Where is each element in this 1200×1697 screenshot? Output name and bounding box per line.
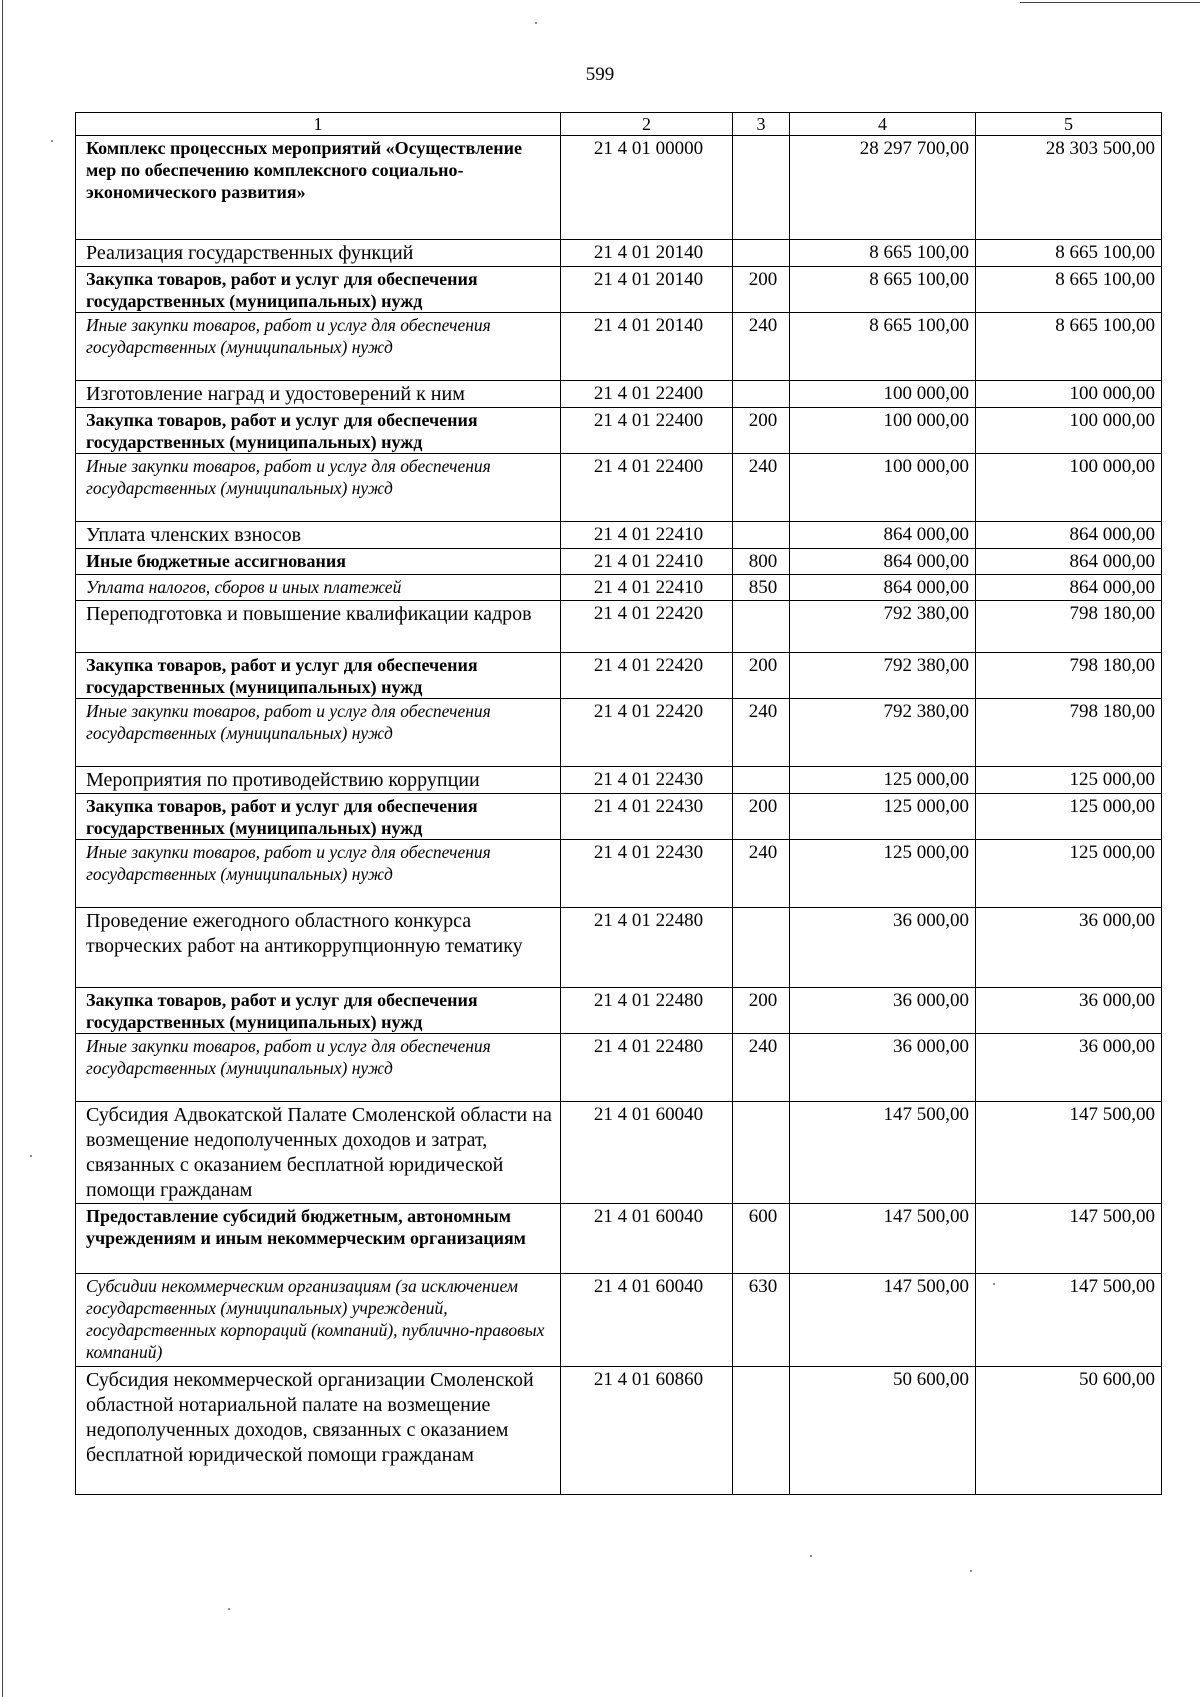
sum-2024-cell: 864 000,00 [790,575,976,601]
sum-2025-cell: 100 000,00 [976,408,1162,454]
sum-2025-cell: 125 000,00 [976,767,1162,794]
code-cell: 21 4 01 22480 [561,908,733,988]
sum-2025-cell: 798 180,00 [976,699,1162,767]
table-row [76,575,1162,601]
sum-2024-cell: 125 000,00 [790,840,976,908]
sum-2025-cell: 147 500,00 [976,1204,1162,1274]
table-row [76,549,1162,575]
code-cell: 21 4 01 22400 [561,408,733,454]
code-cell: 21 4 01 00000 [561,136,733,240]
sum-2024-cell: 36 000,00 [790,908,976,988]
column-number: 4 [790,113,976,136]
sum-2025-cell: 125 000,00 [976,794,1162,840]
scan-edge-left [2,0,3,1697]
table-row [76,1204,1162,1274]
sum-2025-cell: 798 180,00 [976,653,1162,699]
name-cell: Реализация государственных функций [76,240,561,267]
vr-cell: 200 [733,988,790,1034]
name-cell: Иные бюджетные ассигнования [76,549,561,575]
scan-speck [810,1555,812,1557]
budget-table-body [76,113,1162,1495]
table-row [76,408,1162,454]
sum-2024-cell: 36 000,00 [790,988,976,1034]
code-cell: 21 4 01 22480 [561,1034,733,1102]
sum-2025-cell: 50 600,00 [976,1367,1162,1495]
name-cell: Закупка товаров, работ и услуг для обеспечения государственных (муниципальных) нужд [76,267,561,313]
sum-2025-cell: 36 000,00 [976,908,1162,988]
table-row [76,522,1162,549]
code-cell: 21 4 01 22420 [561,601,733,653]
vr-cell: 630 [733,1274,790,1367]
code-cell: 21 4 01 22430 [561,794,733,840]
column-number: 1 [76,113,561,136]
sum-2024-cell: 100 000,00 [790,381,976,408]
sum-2024-cell: 36 000,00 [790,1034,976,1102]
name-cell: Иные закупки товаров, работ и услуг для обеспечения государственных (муниципальных) нужд [76,454,561,522]
vr-cell [733,1102,790,1204]
sum-2025-cell: 864 000,00 [976,522,1162,549]
scan-speck [30,1155,32,1157]
code-cell: 21 4 01 22430 [561,840,733,908]
vr-cell: 240 [733,699,790,767]
table-row [76,767,1162,794]
sum-2025-cell: 798 180,00 [976,601,1162,653]
vr-cell: 600 [733,1204,790,1274]
code-cell: 21 4 01 60040 [561,1204,733,1274]
table-row [76,794,1162,840]
code-cell: 21 4 01 22430 [561,767,733,794]
sum-2024-cell: 8 665 100,00 [790,267,976,313]
sum-2024-cell: 100 000,00 [790,408,976,454]
vr-cell: 200 [733,267,790,313]
code-cell: 21 4 01 22480 [561,988,733,1034]
page-number: 599 [585,64,615,85]
code-cell: 21 4 01 22400 [561,454,733,522]
name-cell: Переподготовка и повышение квалификации кадров [76,601,561,653]
table-row [76,988,1162,1034]
sum-2024-cell: 28 297 700,00 [790,136,976,240]
sum-2025-cell: 147 500,00 [976,1274,1162,1367]
column-number-row [76,113,1162,136]
column-number: 5 [976,113,1162,136]
code-cell: 21 4 01 22410 [561,575,733,601]
table-row [76,1367,1162,1495]
vr-cell [733,381,790,408]
table-row [76,381,1162,408]
table-row [76,454,1162,522]
sum-2025-cell: 36 000,00 [976,988,1162,1034]
sum-2024-cell: 8 665 100,00 [790,240,976,267]
vr-cell [733,1367,790,1495]
scan-speck [535,22,537,24]
table-row [76,1034,1162,1102]
code-cell: 21 4 01 22410 [561,549,733,575]
sum-2025-cell: 147 500,00 [976,1102,1162,1204]
name-cell: Иные закупки товаров, работ и услуг для обеспечения государственных (муниципальных) нужд [76,1034,561,1102]
code-cell: 21 4 01 20140 [561,313,733,381]
vr-cell [733,240,790,267]
sum-2024-cell: 8 665 100,00 [790,313,976,381]
table-row [76,136,1162,240]
name-cell: Закупка товаров, работ и услуг для обеспечения государственных (муниципальных) нужд [76,794,561,840]
sum-2025-cell: 36 000,00 [976,1034,1162,1102]
sum-2024-cell: 147 500,00 [790,1204,976,1274]
code-cell: 21 4 01 22420 [561,699,733,767]
scan-edge-top [1020,2,1200,3]
table-row [76,601,1162,653]
name-cell: Закупка товаров, работ и услуг для обеспечения государственных (муниципальных) нужд [76,988,561,1034]
sum-2024-cell: 125 000,00 [790,767,976,794]
scan-speck [51,140,53,142]
table-row [76,908,1162,988]
scan-speck [970,1570,972,1572]
name-cell: Изготовление наград и удостоверений к ним [76,381,561,408]
scan-speck [993,1283,995,1285]
table-row [76,1274,1162,1367]
sum-2025-cell: 864 000,00 [976,549,1162,575]
name-cell: Предоставление субсидий бюджетным, автономным учреждениям и иным некоммерческим организациям [76,1204,561,1274]
sum-2025-cell: 125 000,00 [976,840,1162,908]
scan-speck [228,1608,230,1610]
vr-cell: 240 [733,454,790,522]
vr-cell: 240 [733,1034,790,1102]
code-cell: 21 4 01 22420 [561,653,733,699]
vr-cell: 200 [733,653,790,699]
name-cell: Иные закупки товаров, работ и услуг для обеспечения государственных (муниципальных) нужд [76,313,561,381]
sum-2024-cell: 100 000,00 [790,454,976,522]
budget-table [75,112,1162,1495]
sum-2024-cell: 864 000,00 [790,522,976,549]
sum-2025-cell: 100 000,00 [976,381,1162,408]
sum-2025-cell: 8 665 100,00 [976,267,1162,313]
vr-cell: 800 [733,549,790,575]
code-cell: 21 4 01 60040 [561,1102,733,1204]
table-row [76,313,1162,381]
name-cell: Уплата налогов, сборов и иных платежей [76,575,561,601]
vr-cell: 240 [733,840,790,908]
sum-2025-cell: 864 000,00 [976,575,1162,601]
table-row [76,1102,1162,1204]
column-number: 2 [561,113,733,136]
table-row [76,267,1162,313]
table-row [76,840,1162,908]
sum-2024-cell: 147 500,00 [790,1274,976,1367]
name-cell: Субсидия Адвокатской Палате Смоленской области на возмещение недополученных доходов и затрат, связанных с оказанием бесплатной юридической помощи гражданам [76,1102,561,1204]
code-cell: 21 4 01 60860 [561,1367,733,1495]
name-cell: Субсидия некоммерческой организации Смоленской областной нотариальной палате на возмещение недополученных доходов, связанных с оказанием бесплатной юридической помощи гражданам [76,1367,561,1495]
sum-2025-cell: 8 665 100,00 [976,240,1162,267]
name-cell: Мероприятия по противодействию коррупции [76,767,561,794]
code-cell: 21 4 01 22400 [561,381,733,408]
code-cell: 21 4 01 20140 [561,267,733,313]
vr-cell: 200 [733,408,790,454]
vr-cell: 200 [733,794,790,840]
sum-2025-cell: 100 000,00 [976,454,1162,522]
name-cell: Закупка товаров, работ и услуг для обеспечения государственных (муниципальных) нужд [76,408,561,454]
vr-cell [733,601,790,653]
sum-2024-cell: 792 380,00 [790,653,976,699]
vr-cell [733,908,790,988]
name-cell: Закупка товаров, работ и услуг для обеспечения государственных (муниципальных) нужд [76,653,561,699]
table-row [76,240,1162,267]
name-cell: Иные закупки товаров, работ и услуг для обеспечения государственных (муниципальных) нужд [76,840,561,908]
sum-2024-cell: 50 600,00 [790,1367,976,1495]
column-number: 3 [733,113,790,136]
table-row [76,699,1162,767]
vr-cell: 850 [733,575,790,601]
table-row [76,653,1162,699]
sum-2025-cell: 8 665 100,00 [976,313,1162,381]
sum-2024-cell: 864 000,00 [790,549,976,575]
sum-2025-cell: 28 303 500,00 [976,136,1162,240]
code-cell: 21 4 01 20140 [561,240,733,267]
code-cell: 21 4 01 22410 [561,522,733,549]
name-cell: Комплекс процессных мероприятий «Осуществление мер по обеспечению комплексного социально-экономического развития» [76,136,561,240]
vr-cell [733,522,790,549]
code-cell: 21 4 01 60040 [561,1274,733,1367]
name-cell: Уплата членских взносов [76,522,561,549]
sum-2024-cell: 792 380,00 [790,699,976,767]
sum-2024-cell: 125 000,00 [790,794,976,840]
name-cell: Субсидии некоммерческим организациям (за исключением государственных (муниципальных) учреждений, государственных корпораций (компаний), публично-правовых компаний) [76,1274,561,1367]
name-cell: Проведение ежегодного областного конкурса творческих работ на антикоррупционную тематику [76,908,561,988]
name-cell: Иные закупки товаров, работ и услуг для обеспечения государственных (муниципальных) нужд [76,699,561,767]
sum-2024-cell: 147 500,00 [790,1102,976,1204]
vr-cell [733,767,790,794]
vr-cell [733,136,790,240]
sum-2024-cell: 792 380,00 [790,601,976,653]
vr-cell: 240 [733,313,790,381]
